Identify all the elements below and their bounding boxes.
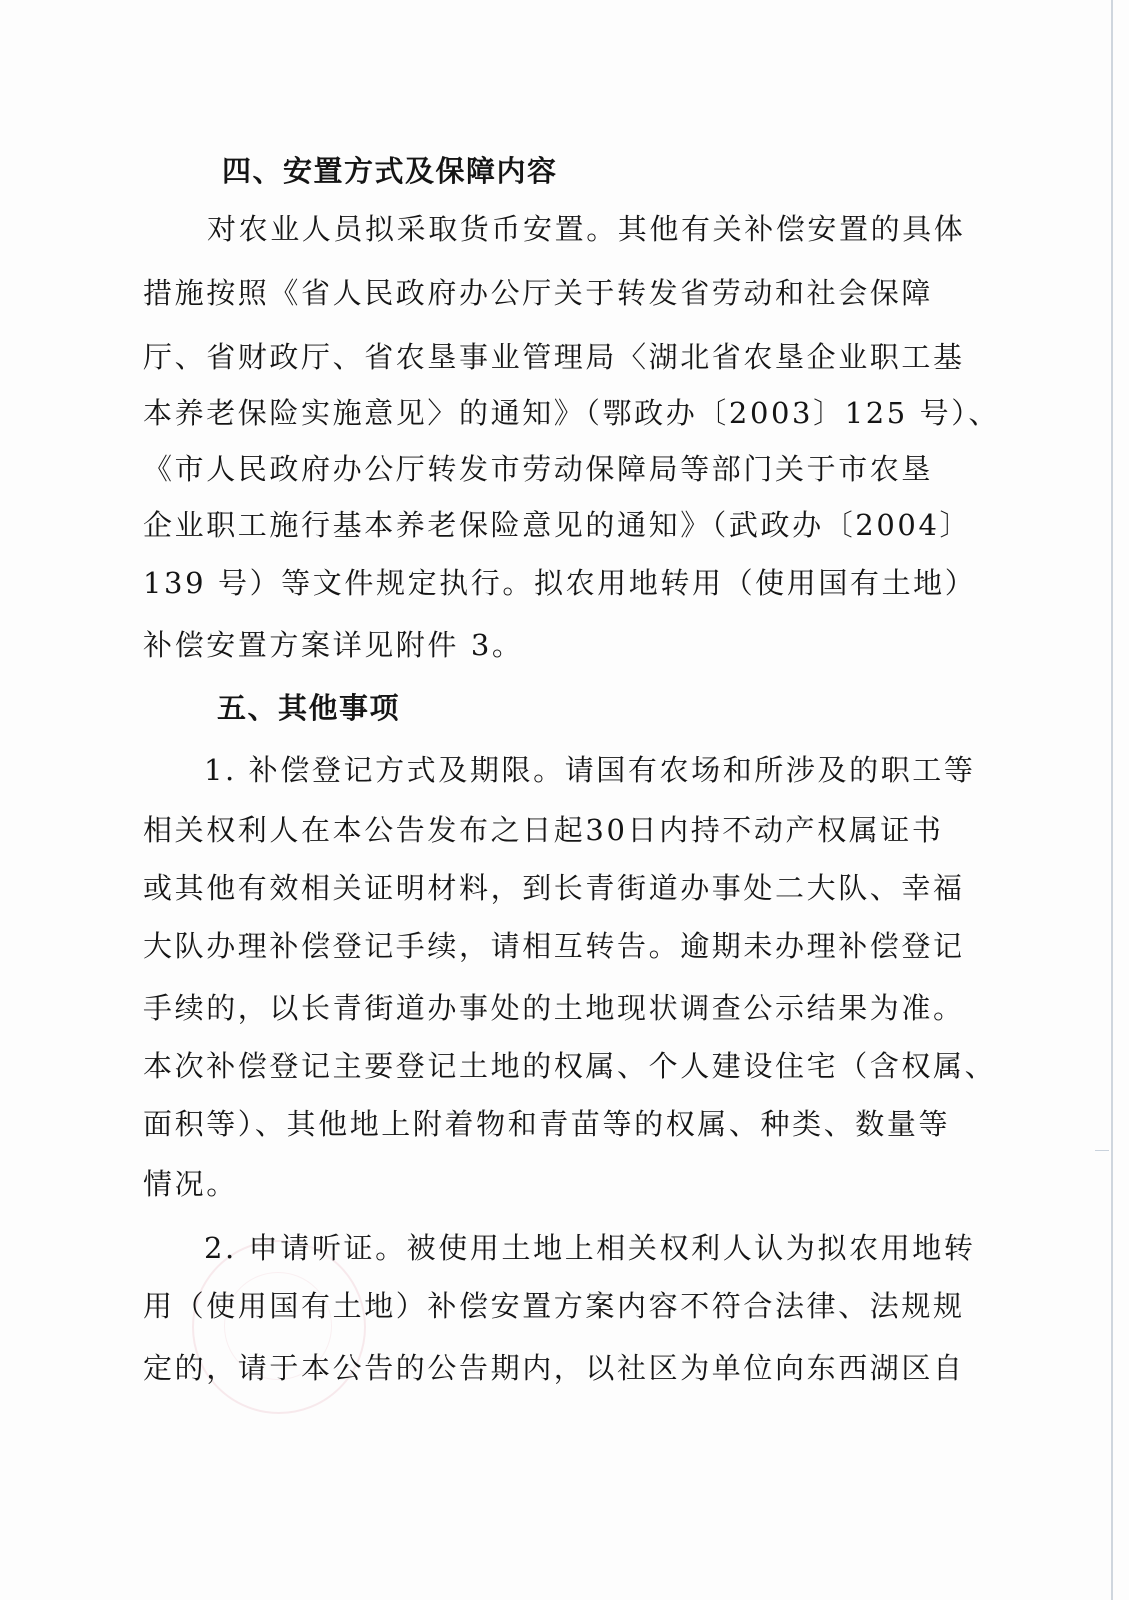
section-4-line-8: 补偿安置方案详见附件 3。 — [143, 628, 524, 662]
section-4-line-4: 本养老保险实施意见〉的通知》（鄂政办〔2003〕125 号）、 — [143, 396, 1000, 430]
section-4-line-3: 厅、省财政厅、省农垦事业管理局〈湖北省农垦企业职工基 — [143, 340, 965, 374]
section-4-line-6: 企业职工施行基本养老保险意见的通知》（武政办〔2004〕 — [143, 508, 972, 542]
item-1-line-1: 1. 补偿登记方式及期限。请国有农场和所涉及的职工等 — [204, 753, 976, 787]
item-2-line-2: 用（使用国有土地）补偿安置方案内容不符合法律、法规规 — [143, 1289, 965, 1323]
section-4-line-1: 对农业人员拟采取货币安置。其他有关补偿安置的具体 — [207, 212, 966, 246]
item-1-line-8: 情况。 — [143, 1167, 238, 1201]
scan-edge-line — [1111, 0, 1113, 1600]
section-4-line-2: 措施按照《省人民政府办公厅关于转发省劳动和社会保障 — [143, 276, 934, 310]
section-4-line-7: 139 号）等文件规定执行。拟农用地转用（使用国有土地） — [143, 566, 977, 600]
item-1-line-4: 大队办理补偿登记手续，请相互转告。逾期未办理补偿登记 — [143, 929, 965, 963]
item-1-line-7: 面积等）、其他地上附着物和青苗等的权属、种类、数量等 — [143, 1107, 951, 1141]
item-2-line-1: 2. 申请听证。被使用土地上相关权利人认为拟农用地转 — [204, 1231, 976, 1265]
section-5-heading: 五、其他事项 — [217, 691, 401, 725]
item-1-line-5: 手续的，以长青街道办事处的土地现状调查公示结果为准。 — [143, 991, 965, 1025]
scan-edge-mark — [1095, 1150, 1109, 1151]
section-4-line-5: 《市人民政府办公厅转发市劳动保障局等部门关于市农垦 — [143, 452, 934, 486]
item-1-line-2: 相关权利人在本公告发布之日起30日内持不动产权属证书 — [143, 813, 944, 847]
item-1-line-3: 或其他有效相关证明材料，到长青街道办事处二大队、幸福 — [143, 871, 965, 905]
item-1-line-6: 本次补偿登记主要登记土地的权属、个人建设住宅（含权属、 — [143, 1049, 997, 1083]
faint-seal-stamp — [192, 1240, 366, 1414]
item-2-line-3: 定的，请于本公告的公告期内，以社区为单位向东西湖区自 — [143, 1351, 965, 1385]
section-4-heading: 四、安置方式及保障内容 — [222, 154, 558, 188]
